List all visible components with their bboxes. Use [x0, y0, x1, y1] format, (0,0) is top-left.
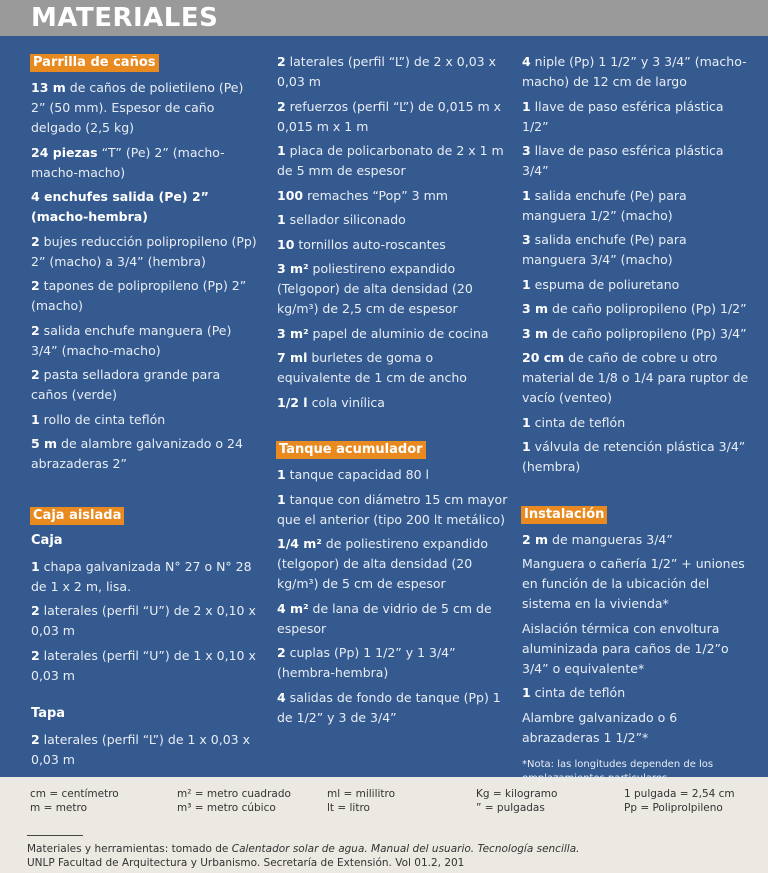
- item-description: Aislación térmica con envoltura aluminizada para caños de 1/2”o 3/4” o equivalente*: [522, 620, 729, 676]
- legend-entry: m = metro: [30, 802, 88, 814]
- item-quantity: 3 m²: [277, 261, 309, 276]
- item-description: espuma de poliuretano: [530, 276, 680, 292]
- item-quantity: 2: [31, 603, 40, 618]
- section-heading-caja: Caja aislada: [30, 507, 124, 525]
- material-item: [522, 186, 754, 226]
- item-description: de mangueras 3/4”: [548, 531, 673, 547]
- item-description: cola vinílica: [307, 394, 385, 410]
- item-quantity: 1: [31, 411, 40, 427]
- material-item: [522, 708, 754, 748]
- material-item: [31, 646, 259, 686]
- item-quantity: 2: [31, 322, 40, 338]
- material-item: [277, 393, 509, 413]
- item-quantity: 4: [277, 689, 286, 705]
- material-item: [522, 530, 754, 550]
- material-item: [277, 210, 509, 230]
- material-item: [31, 365, 259, 405]
- item-quantity: 7 ml: [277, 350, 308, 365]
- item-quantity: 2: [31, 647, 40, 663]
- item-quantity: 1: [277, 491, 286, 507]
- item-description: sellador siliconado: [285, 212, 406, 227]
- item-quantity: 1: [522, 276, 531, 292]
- material-item: [522, 141, 754, 181]
- legend-group: [476, 787, 557, 815]
- credits-line-2: UNLP Facultad de Arquitectura y Urbanismo. Secretaría de Extensión. Vol 01.2, 201: [27, 857, 465, 869]
- section-heading-instalacion: Instalación: [521, 506, 607, 524]
- item-description: de caño de cobre u otro material de 1/8 o 1/4 para ruptor de vacío (venteo): [522, 350, 749, 405]
- item-quantity: 1: [277, 212, 286, 227]
- item-description: cinta de teflón: [530, 685, 626, 700]
- item-description: poliestireno expandido (Telgopor) de alta densidad (20 kg/m³) de 2,5 cm de espesor: [277, 261, 473, 316]
- item-description: chapa galvanizada N° 27 o N° 28 de 1 x 2 m, lisa.: [31, 558, 252, 594]
- column-1: [31, 52, 259, 775]
- section-heading-tanque: Tanque acumulador: [276, 441, 426, 459]
- material-item: [277, 465, 509, 485]
- material-item: [522, 683, 754, 703]
- item-quantity: 100: [277, 187, 304, 203]
- material-item: [522, 348, 754, 408]
- item-description: rollo de cinta teflón: [39, 411, 166, 427]
- material-item: [31, 78, 259, 138]
- item-description: salida enchufe (Pe) para manguera 1/2” (macho): [522, 187, 687, 223]
- item-quantity: 1: [522, 98, 531, 114]
- legend-group: [177, 787, 291, 815]
- item-description: de alambre galvanizado o 24 abrazaderas 2”: [31, 436, 243, 471]
- material-item: [277, 52, 509, 92]
- item-quantity: 3 m: [522, 325, 549, 341]
- item-description: de lana de vidrio de 5 cm de espesor: [277, 600, 492, 636]
- item-description: tornillos auto-roscantes: [294, 236, 446, 252]
- material-item: [31, 730, 259, 770]
- material-item: [31, 434, 259, 474]
- item-quantity: 3: [522, 232, 531, 247]
- material-item: [522, 275, 754, 295]
- tanque-list: [277, 465, 509, 728]
- item-description: Alambre galvanizado o 6 abrazaderas 1 1/2”*: [522, 709, 678, 745]
- credits-prefix: Materiales y herramientas: tomado de: [27, 843, 232, 855]
- legend-entry: m² = metro cuadrado: [177, 788, 291, 800]
- item-description: salidas de fondo de tanque (Pp) 1 de 1/2” y 3 de 3/4”: [277, 689, 501, 725]
- item-description: bujes reducción polipropileno (Pp) 2” (macho) a 3/4” (hembra): [31, 233, 257, 269]
- item-quantity: 5 m: [31, 436, 58, 451]
- item-description: placa de policarbonato de 2 x 1 m de 5 mm de espesor: [277, 143, 504, 178]
- page-title: MATERIALES: [31, 3, 219, 33]
- title-bar: [0, 0, 768, 36]
- item-quantity: 2: [277, 54, 286, 69]
- legend-entry: ml = mililitro: [327, 788, 396, 800]
- item-quantity: 2: [31, 278, 40, 293]
- item-quantity: 10: [277, 236, 295, 252]
- item-description: Manguera o cañería 1/2” + uniones en función de la ubicación del sistema en la vivienda*: [522, 556, 745, 611]
- item-quantity: 3 m: [522, 301, 549, 316]
- item-quantity: 3: [522, 143, 531, 158]
- parrilla-list: [31, 78, 259, 474]
- material-item: [31, 410, 259, 430]
- material-item: [277, 324, 509, 344]
- item-quantity: 13 m: [31, 80, 66, 95]
- item-description: refuerzos (perfil “L”) de 0,015 m x 0,015 m x 1 m: [277, 98, 502, 134]
- subheading-tapa: Tapa: [31, 706, 66, 721]
- item-quantity: 2 m: [522, 531, 549, 547]
- item-quantity: 1/2 l: [277, 394, 308, 410]
- item-quantity: 1: [522, 414, 531, 430]
- material-item: [522, 299, 754, 319]
- legend-entry: m³ = metro cúbico: [177, 802, 276, 814]
- material-item: [277, 534, 509, 594]
- item-quantity: 1: [31, 558, 40, 574]
- legend-entry: cm = centímetro: [30, 788, 119, 800]
- divider: [27, 835, 83, 836]
- material-item: [31, 276, 259, 316]
- material-item: [277, 643, 509, 683]
- material-item: [277, 599, 509, 639]
- material-item: [31, 143, 259, 183]
- material-item: [522, 619, 754, 679]
- legend-group: [30, 787, 119, 815]
- item-quantity: 1: [277, 467, 286, 482]
- item-quantity: 1: [522, 439, 531, 454]
- item-quantity: 1/4 m²: [277, 536, 322, 551]
- item-description: papel de aluminio de cocina: [308, 325, 489, 341]
- material-item: [31, 601, 259, 641]
- material-item: [277, 141, 509, 181]
- item-description: tapones de polipropileno (Pp) 2” (macho): [31, 278, 247, 313]
- column-3: [522, 52, 754, 786]
- item-quantity: 1: [522, 187, 531, 203]
- source-credits: [27, 842, 747, 870]
- item-quantity: 2: [31, 367, 40, 382]
- material-item: [522, 554, 754, 614]
- item-quantity: 1: [522, 685, 531, 700]
- item-quantity: 20 cm: [522, 350, 565, 365]
- item-description: laterales (perfil “L”) de 2 x 0,03 x 0,03 m: [277, 54, 497, 89]
- caja-list: [31, 557, 259, 686]
- item-description: cinta de teflón: [530, 414, 626, 430]
- material-item: [277, 688, 509, 728]
- material-item: [31, 557, 259, 597]
- tanque-continued-list: [522, 52, 754, 477]
- section-heading-parrilla: Parrilla de caños: [30, 54, 159, 72]
- instalacion-list: [522, 530, 754, 748]
- item-quantity: 2: [31, 233, 40, 249]
- item-description: niple (Pp) 1 1/2” y 3 3/4” (macho-macho) de 12 cm de largo: [522, 54, 747, 89]
- legend-entry: ” = pulgadas: [476, 802, 545, 814]
- item-description: válvula de retención plástica 3/4” (hembra): [522, 439, 746, 474]
- item-description: cuplas (Pp) 1 1/2” y 1 3/4” (hembra-hembra): [277, 645, 456, 680]
- item-quantity: 1: [277, 143, 286, 158]
- column-2: [277, 52, 509, 732]
- item-quantity: 4 enchufes salida (Pe) 2” (macho-hembra): [31, 189, 209, 224]
- material-item: [277, 186, 509, 206]
- material-item: [522, 230, 754, 270]
- material-item: [277, 348, 509, 388]
- material-item: [522, 413, 754, 433]
- item-description: llave de paso esférica plástica 1/2”: [522, 98, 724, 134]
- item-description: de poliestireno expandido (telgopor) de alta densidad (20 kg/m³) de 5 cm de espesor: [277, 536, 488, 591]
- item-description: de caño polipropileno (Pp) 1/2”: [548, 301, 747, 316]
- item-description: laterales (perfil “U”) de 2 x 0,10 x 0,03 m: [31, 603, 256, 638]
- footnote: *Nota: las longitudes dependen de los emplazamientos particulares.: [522, 758, 714, 784]
- credits-line-1: [27, 842, 747, 856]
- item-description: tanque capacidad 80 l: [285, 467, 430, 482]
- item-description: “T” (Pe) 2” (macho-macho-macho): [31, 144, 225, 180]
- item-quantity: 2: [277, 98, 286, 114]
- material-item: [522, 324, 754, 344]
- item-description: de caño polipropileno (Pp) 3/4”: [548, 325, 747, 341]
- item-description: laterales (perfil “U”) de 1 x 0,10 x 0,03 m: [31, 647, 256, 683]
- legend-entry: Pp = Poliprolpileno: [624, 802, 723, 814]
- material-item: [277, 259, 509, 319]
- tapa-continued-list: [277, 52, 509, 413]
- item-quantity: 2: [277, 645, 286, 660]
- legend-entry: 1 pulgada = 2,54 cm: [624, 788, 735, 800]
- item-description: salida enchufe manguera (Pe) 3/4” (macho-macho): [31, 322, 232, 358]
- material-item: [522, 52, 754, 92]
- legend-entry: Kg = kilogramo: [476, 788, 558, 800]
- material-item: [522, 437, 754, 477]
- item-description: de caños de polietileno (Pe) 2” (50 mm). Espesor de caño delgado (2,5 kg): [31, 80, 244, 135]
- material-item: [277, 235, 509, 255]
- material-item: [277, 97, 509, 137]
- tapa-list: [31, 730, 259, 770]
- item-description: salida enchufe (Pe) para manguera 3/4” (macho): [522, 232, 687, 267]
- item-quantity: 4: [522, 54, 531, 69]
- legend-group: [624, 787, 735, 815]
- credits-title: Calentador solar de agua. Manual del usuario. Tecnología sencilla.: [231, 843, 580, 855]
- item-description: remaches “Pop” 3 mm: [303, 187, 448, 203]
- material-item: [522, 97, 754, 137]
- item-description: tanque con diámetro 15 cm mayor que el anterior (tipo 200 lt metálico): [277, 491, 508, 527]
- legend-entry: lt = litro: [327, 802, 370, 814]
- legend-group: [327, 787, 395, 815]
- material-item: [31, 232, 259, 272]
- item-description: burletes de goma o equivalente de 1 cm de ancho: [277, 350, 467, 385]
- item-description: pasta selladora grande para caños (verde): [31, 367, 221, 402]
- material-item: [277, 490, 509, 530]
- item-quantity: 4 m²: [277, 600, 309, 616]
- material-item: [31, 321, 259, 361]
- material-item: [31, 187, 259, 227]
- item-quantity: 2: [31, 732, 40, 747]
- item-quantity: 24 piezas: [31, 144, 98, 160]
- item-quantity: 3 m²: [277, 325, 309, 341]
- subheading-caja: Caja: [31, 532, 63, 548]
- item-description: laterales (perfil “L”) de 1 x 0,03 x 0,03 m: [31, 732, 251, 767]
- item-description: llave de paso esférica plástica 3/4”: [522, 143, 724, 178]
